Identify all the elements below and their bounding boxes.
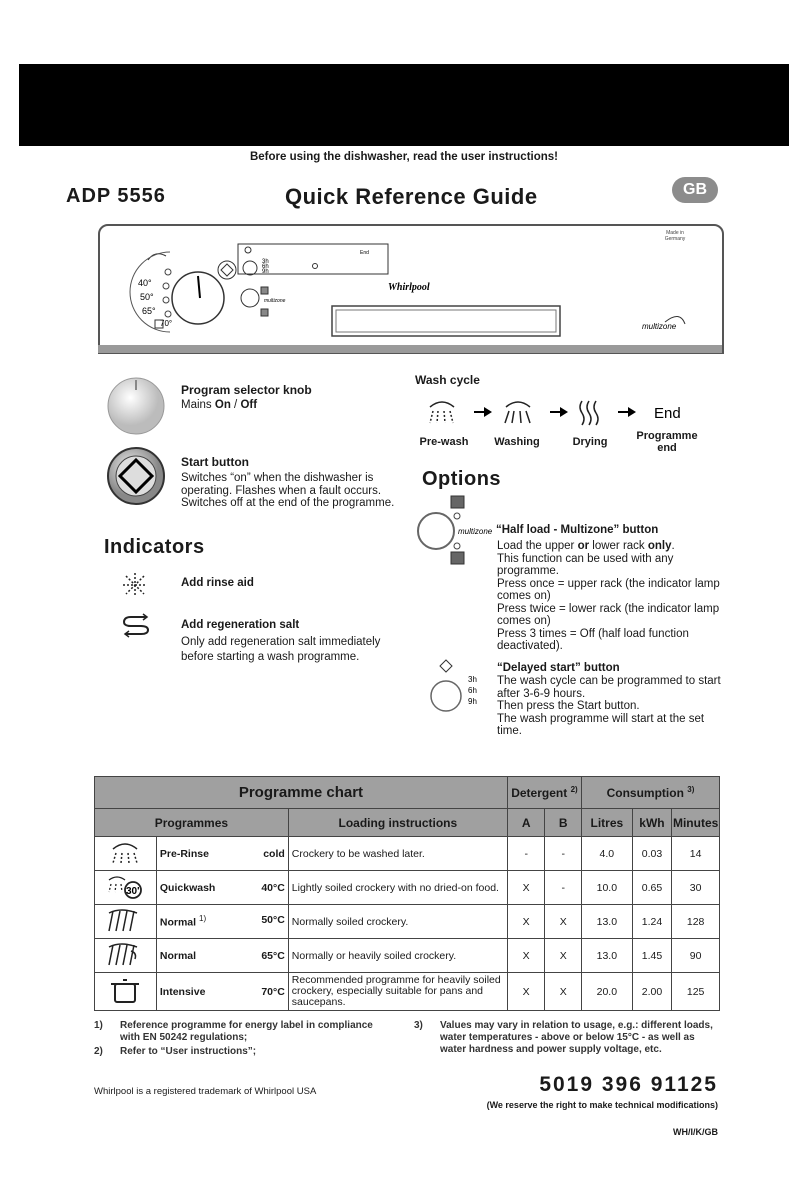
panel-temp-50: 50° bbox=[140, 292, 154, 302]
col-programmes: Programmes bbox=[95, 809, 289, 837]
wash-cycle-heading: Wash cycle bbox=[415, 373, 480, 387]
half-load-multizone-label: multizone bbox=[458, 527, 493, 536]
panel-multizone-logo: multizone bbox=[642, 322, 677, 331]
prewash-icon bbox=[430, 402, 454, 423]
delay-6h-label: 6h bbox=[468, 686, 477, 695]
detergent-header: Detergent $^{2)}$ bbox=[507, 777, 581, 809]
chart-title: Programme chart bbox=[95, 777, 508, 809]
half-load-text: Load the upper or lower rack only. This function can be used with any programme. Press once = upper rack (the indicator lamp comes on) Press twice = lower rack (the indicator lamp comes on) Press 3 times = Off (half load function deactivated). bbox=[497, 540, 720, 652]
washing-icon bbox=[505, 402, 530, 423]
col-b: B bbox=[545, 809, 582, 837]
panel-delay-3h: 3h bbox=[262, 259, 269, 265]
salt-text: Only add regeneration salt immediately before starting a wash programme. bbox=[181, 636, 381, 663]
panel-multizone-small: multizone bbox=[264, 298, 286, 304]
table-row: Normal $^{1)}$ 50°C Normally soiled crockery. X X 13.0 1.24 128 bbox=[95, 905, 720, 939]
panel-temp-65: 65° bbox=[142, 306, 156, 316]
reserve-note: (We reserve the right to make technical modifications) bbox=[486, 1100, 718, 1110]
control-panel-drawing bbox=[110, 232, 690, 342]
programme-chart bbox=[94, 776, 720, 1011]
delayed-start-title: “Delayed start” button bbox=[497, 662, 620, 674]
panel-multizone-button bbox=[241, 289, 259, 307]
drying-icon bbox=[580, 401, 598, 425]
table-row: Pre-Rinse cold Crockery to be washed later. - - 4.0 0.03 14 bbox=[95, 837, 720, 871]
table-row: 30' Quickwash 40°C Lightly soiled crockery with no dried-on food. X - 10.0 0.65 30 bbox=[95, 871, 720, 905]
made-in-label: Made in Germany bbox=[664, 230, 686, 242]
rinse-aid-label: Add rinse aid bbox=[181, 577, 254, 589]
start-button-title: Start button bbox=[181, 455, 249, 469]
panel-delay-button bbox=[243, 261, 257, 275]
footnote-1: 1) Reference programme for energy label in compliance with EN 50242 regulations; bbox=[94, 1020, 373, 1043]
regeneration-salt-icon bbox=[121, 612, 151, 638]
half-load-button-icon bbox=[414, 494, 500, 568]
start-button-text: Switches “on” when the dishwasher is operating. Flashes when a fault occurs. Switches off at the end of the programme. bbox=[181, 472, 395, 509]
step-drying: Drying bbox=[572, 436, 608, 448]
col-loading: Loading instructions bbox=[288, 809, 507, 837]
col-minutes: Minutes bbox=[672, 809, 720, 837]
document-code: WH/I/K/GB bbox=[673, 1127, 718, 1137]
program-knob-text: Mains On / Off bbox=[181, 399, 258, 411]
wash-cycle-diagram bbox=[420, 395, 700, 429]
footnote-3: 3) Values may vary in relation to usage, e.g.: different loads, water temperatures - above or below 15°C - as well as water hardness and power supply voltage, etc. bbox=[414, 1020, 713, 1055]
step-programme-end: Programme end bbox=[636, 430, 698, 454]
arrow-icon bbox=[618, 407, 636, 417]
quickwash-badge: 30' bbox=[126, 886, 140, 897]
top-black-banner bbox=[19, 64, 789, 146]
options-heading: Options bbox=[422, 468, 502, 490]
control-panel-base bbox=[98, 345, 722, 353]
part-number: 5019 396 91125 bbox=[539, 1073, 718, 1096]
intensive-icon bbox=[95, 973, 157, 1011]
panel-delay-9h: 9h bbox=[262, 269, 269, 275]
panel-temp-40: 40° bbox=[138, 278, 152, 288]
rinse-aid-icon bbox=[120, 571, 150, 599]
step-prewash: Pre-wash bbox=[419, 436, 469, 448]
start-button-icon bbox=[106, 446, 166, 506]
language-badge: GB bbox=[672, 177, 718, 203]
col-a: A bbox=[507, 809, 545, 837]
panel-led bbox=[165, 311, 171, 317]
panel-temp-70: 70° bbox=[160, 319, 173, 328]
delayed-start-text: The wash cycle can be programmed to start after 3-6-9 hours. Then press the Start button. The wash programme will start at the set time. bbox=[497, 675, 721, 737]
panel-end-label: End bbox=[360, 250, 369, 256]
model-number: ADP 5556 bbox=[66, 185, 166, 207]
salt-title: Add regeneration salt bbox=[181, 619, 300, 631]
footnote-2: 2) Refer to “User instructions”; bbox=[94, 1046, 257, 1057]
delay-3h-label: 3h bbox=[468, 675, 477, 684]
normal65-icon bbox=[95, 939, 157, 973]
table-row: Normal 65°C Normally or heavily soiled crockery. X X 13.0 1.45 90 bbox=[95, 939, 720, 973]
panel-display bbox=[238, 244, 388, 274]
end-symbol: End bbox=[654, 405, 681, 422]
panel-led bbox=[165, 269, 171, 275]
panel-led bbox=[163, 283, 169, 289]
table-row: Intensive 70°C Recommended programme for heavily soiled crockery, especially suitable for pans and saucepans. X X 20.0 2.00 125 bbox=[95, 973, 720, 1011]
program-knob-icon bbox=[106, 376, 166, 436]
arrow-icon bbox=[550, 407, 568, 417]
panel-led bbox=[163, 297, 169, 303]
normal50-icon bbox=[95, 905, 157, 939]
delayed-start-button-icon bbox=[428, 658, 484, 714]
arrow-icon bbox=[474, 407, 492, 417]
delay-9h-label: 9h bbox=[468, 697, 477, 706]
page-title: Quick Reference Guide bbox=[285, 184, 538, 209]
consumption-header: Consumption $^{3)}$ bbox=[581, 777, 719, 809]
trademark-note: Whirlpool is a registered trademark of Whirlpool USA bbox=[94, 1086, 317, 1097]
prerinse-icon bbox=[95, 837, 157, 871]
panel-delay-6h: 6h bbox=[262, 264, 269, 270]
step-washing: Washing bbox=[494, 436, 540, 448]
indicators-heading: Indicators bbox=[104, 536, 205, 558]
intro-notice: Before using the dishwasher, read the user instructions! bbox=[249, 151, 558, 163]
panel-brand-logo: Whirlpool bbox=[388, 282, 430, 293]
quickwash-icon bbox=[95, 871, 157, 905]
col-litres: Litres bbox=[581, 809, 632, 837]
col-kwh: kWh bbox=[632, 809, 672, 837]
program-knob-title: Program selector knob bbox=[181, 383, 312, 397]
half-load-title: “Half load - Multizone” button bbox=[496, 524, 659, 536]
